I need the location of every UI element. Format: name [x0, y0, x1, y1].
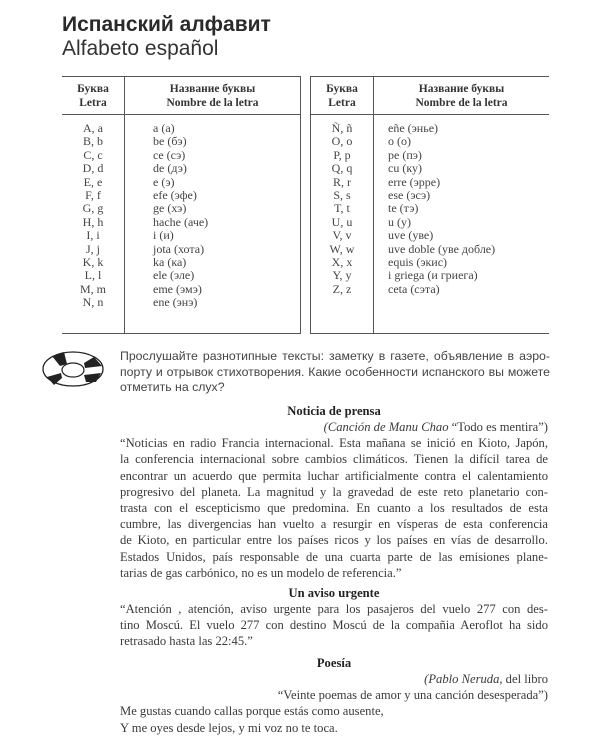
source-author: (Pablo Neruda,: [424, 672, 503, 686]
text-line: retrasado hasta las 22:45.”: [120, 634, 253, 649]
table-cell-letter: C, c: [83, 147, 103, 162]
table-cell-name: u (у): [388, 214, 411, 229]
section-heading: Noticia de prensa: [287, 404, 381, 418]
table-cell-name: pe (пэ): [388, 147, 422, 162]
table-cell-letter: I, i: [86, 228, 100, 243]
text-line: tarias de gas carbónico, no es un modelo de referencia.”: [120, 565, 402, 580]
table-cell-name: eñe (энье): [388, 121, 439, 135]
table-cell-letter: V, v: [332, 228, 352, 243]
table-cell-letter: Z, z: [332, 281, 352, 296]
text-line: la conferencia internacional sobre cambios climáticos. Tienen la difícil tarea de: [120, 452, 548, 467]
table-cell-letter: F, f: [85, 188, 101, 203]
section-source: [120, 671, 548, 687]
table-cell-letter: S, s: [333, 188, 351, 203]
table-cell-name: ceta (сэта): [388, 281, 440, 296]
table-cell-name: de (дэ): [153, 161, 187, 176]
table-cell-name: ene (энэ): [153, 295, 198, 310]
table-cell-name: hache (аче): [153, 214, 209, 229]
text-line: порту и отрывок стихотворения. Какие особенности испанского вы можете: [120, 364, 550, 379]
table-cell-name: uve doble (уве добле): [388, 241, 496, 256]
header-letter-es: Letra: [328, 97, 356, 109]
section-heading: Poesía: [316, 656, 352, 670]
text-line: отметить на слух?: [120, 380, 225, 394]
table-cell-name: ka (ка): [153, 255, 187, 270]
text-line: Estados Unidos, país responsable de una cuarta parte de las emisiones plane-: [120, 549, 548, 564]
text-line: progresivo del planeta. La magnitud y la gravedad de este reto planetario con-: [120, 484, 548, 499]
table-cell-name: erre (эрре): [388, 174, 441, 189]
table-cell-letter: P, p: [333, 147, 351, 162]
header-letter: [311, 77, 374, 114]
source-book-label: del libro: [502, 672, 548, 686]
alphabet-table-right: [310, 76, 549, 334]
table-cell-letter: X, x: [331, 255, 353, 270]
table-cell-name: a (а): [153, 121, 175, 135]
table-cell-name: o (о): [388, 134, 411, 149]
table-cell-letter: J, j: [85, 241, 100, 256]
table-cell-letter: W, w: [329, 241, 355, 256]
table-cell-letter: L, l: [84, 268, 102, 283]
table-cell-name: ele (эле): [153, 268, 195, 283]
table-cell-letter: B, b: [82, 134, 103, 149]
text-line: de Kioto, en particular entre los países ricos y los países en vías de desarrollo.: [120, 533, 548, 548]
text-line: Прослушайте разнотипные тексты: заметку в газете, объявление в аэро-: [120, 349, 550, 363]
header-name-ru: Название буквы: [418, 83, 505, 95]
table-cell-name: ce (сэ): [153, 147, 186, 162]
table-cell-name: eme (эмэ): [153, 281, 202, 296]
table-cell-name: equis (экис): [388, 255, 448, 270]
table-cell-letter: R, r: [333, 174, 351, 189]
section-heading: Un aviso urgente: [288, 586, 380, 600]
table-cell-name: i (и): [153, 228, 174, 243]
table-cell-letter: N, n: [82, 295, 104, 310]
table-cell-letter: T, t: [334, 201, 350, 216]
table-cell-name: ge (хэ): [153, 201, 187, 216]
header-letter-ru: Буква: [77, 83, 109, 95]
table-cell-letter: D, d: [82, 161, 104, 176]
alphabet-table-left: [62, 76, 301, 334]
table-cell-name: i griega (и гриега): [388, 268, 478, 283]
header-letter: [62, 77, 125, 114]
source-title: “Todo es mentira”): [448, 420, 548, 434]
text-line: “Atención , atención, aviso urgente para los pasajeros del vuelo 277 con des-: [120, 602, 548, 616]
header-name: [125, 77, 300, 114]
table-cell-name: cu (ку): [388, 161, 422, 176]
section-noticia: [120, 403, 548, 581]
table-cell-letter: E, e: [83, 174, 103, 189]
table-cell-letter: M, m: [79, 281, 106, 296]
table-cell-name: efe (эфе): [153, 188, 197, 203]
header-name-es: Nombre de la letra: [166, 97, 259, 109]
source-author: (Canción de Manu Chao: [323, 420, 449, 434]
names-column: [374, 115, 549, 333]
page-subtitle: Alfabeto español: [62, 37, 219, 60]
table-cell-name: uve (уве): [388, 228, 434, 243]
table-cell-letter: Y, y: [332, 268, 352, 283]
text-line: Me gustas cuando callas porque estás como ausente,: [120, 704, 384, 719]
exercise-instruction: [120, 349, 550, 396]
text-line: encontrar un acuerdo que permita luchar artificialmente contra el calentamiento: [120, 468, 548, 483]
letters-column: [311, 115, 374, 333]
lifebuoy-icon: [40, 349, 106, 394]
header-name: [374, 77, 549, 114]
text-line: cumbre, las divergencias han vuelto a resurgir en vísperas de esta conferencia: [120, 517, 548, 532]
table-cell-name: te (тэ): [388, 201, 419, 216]
letters-column: [62, 115, 125, 333]
table-header: [311, 77, 549, 115]
section-source: [120, 419, 548, 435]
table-cell-letter: A, a: [83, 121, 103, 135]
table-cell-letter: U, u: [331, 214, 353, 229]
text-line: Y me oyes desde lejos, y mi voz no te toca.: [120, 720, 338, 735]
text-line: “Noticias en radio Francia internacional. Esta mañana se inició en Kioto, Japón,: [120, 436, 548, 451]
page-title: Испанский алфавит: [62, 13, 271, 36]
section-poesia: [120, 655, 548, 736]
header-name-es: Nombre de la letra: [415, 97, 508, 109]
header-name-ru: Название буквы: [169, 83, 256, 95]
table-header: [62, 77, 300, 115]
table-cell-letter: Ñ, ñ: [331, 121, 353, 135]
table-cell-name: ese (эсэ): [388, 188, 431, 203]
table-cell-name: e (э): [153, 174, 175, 189]
table-cell-name: be (бэ): [153, 134, 187, 149]
header-letter-es: Letra: [79, 97, 107, 109]
source-book-title: “Veinte poemas de amor y una canción desesperada”): [277, 688, 548, 703]
text-line: tino Moscú. El vuelo 277 con destino Moscú de la compañia Aeroflot ha sido: [120, 618, 548, 633]
table-cell-letter: Q, q: [331, 161, 353, 176]
table-cell-letter: O, o: [331, 134, 353, 149]
names-column: [125, 115, 300, 333]
table-cell-letter: K, k: [82, 255, 104, 270]
header-letter-ru: Буква: [326, 83, 358, 95]
table-cell-letter: H, h: [82, 214, 104, 229]
section-aviso: [120, 585, 548, 650]
table-cell-name: jota (хота): [153, 241, 205, 256]
text-line: trasta con el escepticismo que predomina. En cuanto a los resultados de esta: [120, 501, 548, 516]
table-cell-letter: G, g: [82, 201, 104, 216]
